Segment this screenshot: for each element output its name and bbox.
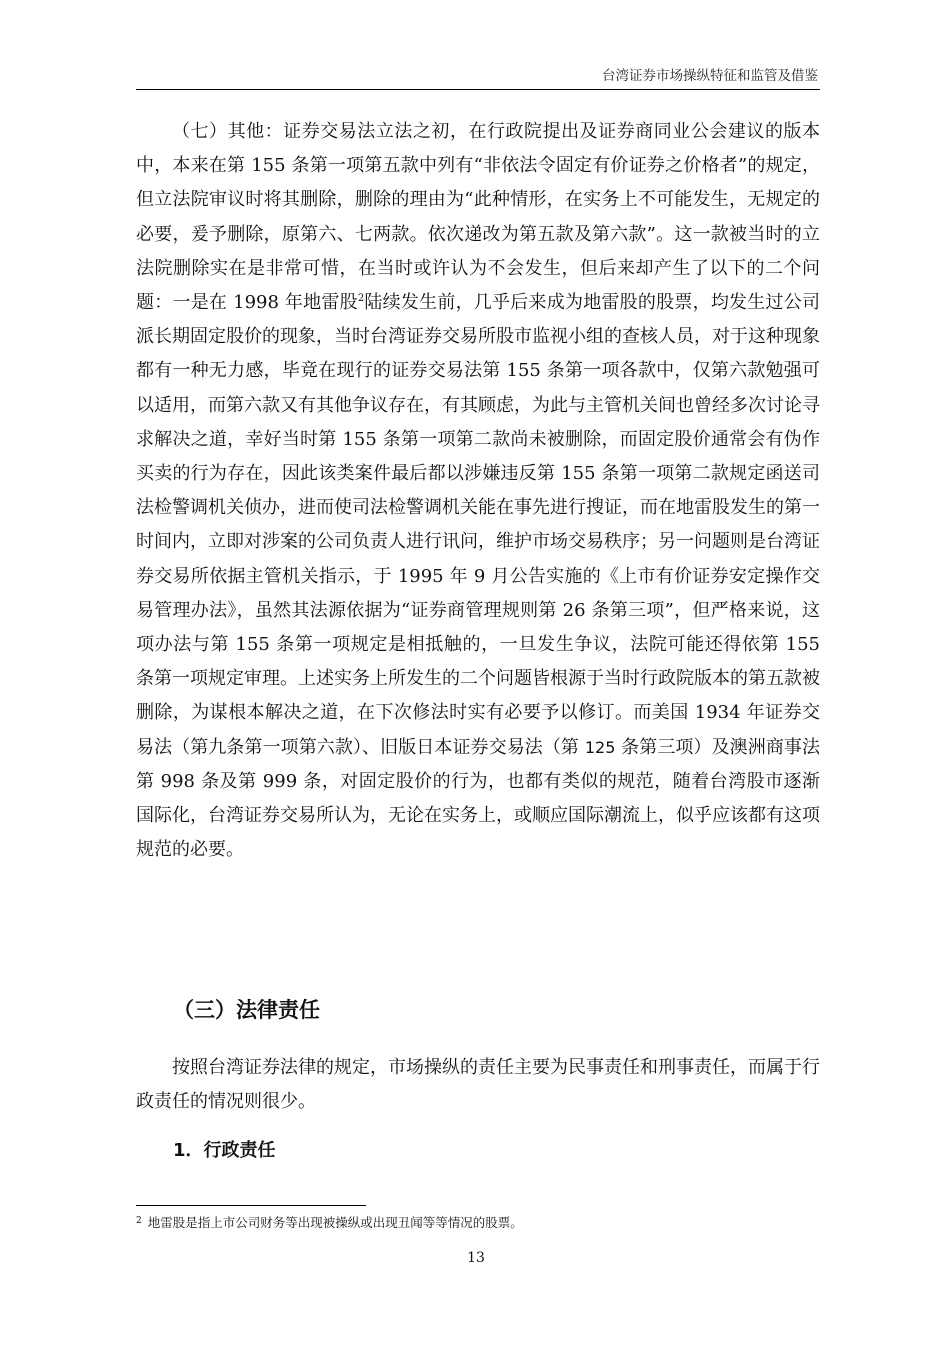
footnote	[136, 1212, 820, 1232]
page-number: 13	[467, 1250, 485, 1266]
subsection-heading: 1．行政责任	[173, 1140, 276, 1161]
paragraph-text: 条第三项）及澳洲商事法第 998 条及第 999 条，对固定股价的行为，也都有类似的规范，随着台湾股市逐渐国际化，台湾证券交易所认为，无论在实务上，或顺应国际潮流上，似乎应该都有这项规范的必要。	[136, 736, 820, 861]
body-paragraph: 按照台湾证券法律的规定，市场操纵的责任主要为民事责任和刑事责任，而属于行政责任的情况则很少。	[136, 1057, 820, 1113]
paragraph-text: （七）其他：证券交易法立法之初，在行政院提出及证券商同业公会建议的版本中，本来在第 155 条第一项第五款中列有“非依法令固定有价证券之价格者”的规定，但立法院审议时将其删除，删除的理由为“此种情形，在实务上不可能发生，无规定的必要，爰予删除，原第六、七两款。依次递改为第五款及第六款”。这一款被当时的立法院删除实在是非常可惜，在当时或许认为不会发生，但后来却产生了以下的二个问题：一是在 1998 年地雷股	[136, 121, 820, 314]
paragraph-text: 125	[584, 737, 616, 757]
section-heading: （三）法律责任	[173, 998, 320, 1022]
footnote-text: 地雷股是指上市公司财务等出现被操纵或出现丑闻等等情况的股票。	[147, 1215, 523, 1230]
footnote-reference[interactable]: 2	[357, 293, 365, 305]
footnote-separator	[136, 1205, 366, 1206]
header-rule	[136, 89, 820, 90]
running-header: 台湾证券市场操纵特征和监管及借鉴	[602, 68, 818, 84]
paragraph-text: 陆续发生前，几乎后来成为地雷股的股票，均发生过公司派长期固定股价的现象，当时台湾证券交易所股市监视小组的查核人员，对于这种现象都有一种无力感，毕竟在现行的证券交易法第 155 条第一项各款中，仅第六款勉强可以适用，而第六款又有其他争议存在，有其顾虑，为此与主管机关间也曾经多次讨论寻求解决之道，幸好当时第 155 条第一项第二款尚未被删除，而固定股价通常会有伪作买卖的行为存在，因此该类案件最后都以涉嫌违反第 155 条第一项第二款规定函送司法检警调机关侦办，进而使司法检警调机关能在事先进行搜证，而在地雷股发生的第一时间内，立即对涉案的公司负责人进行讯问，维护市场交易秩序；另一问题则是台湾证券交易所依据主管机关指示，于 1995 年 9 月公告实施的《上市有价证券安定操作交易管理办法》，虽然其法源依据为“证券商管理规则第 26 条第三项”，但严格来说，这项办法与第 155 条第一项规定是相抵触的，一旦发生争议，法院可能还得依第 155 条第一项规定审理。上述实务上所发生的二个问题皆根源于当时行政院版本的第五款被删除，为谋根本解决之道，在下次修法时实有必要予以修订。而美国 1934 年证券交易法（第九条第一项第六款）、旧版日本证券交易法（第	[136, 292, 820, 758]
body-paragraph	[136, 115, 820, 867]
footnote-mark: 2	[136, 1216, 142, 1226]
